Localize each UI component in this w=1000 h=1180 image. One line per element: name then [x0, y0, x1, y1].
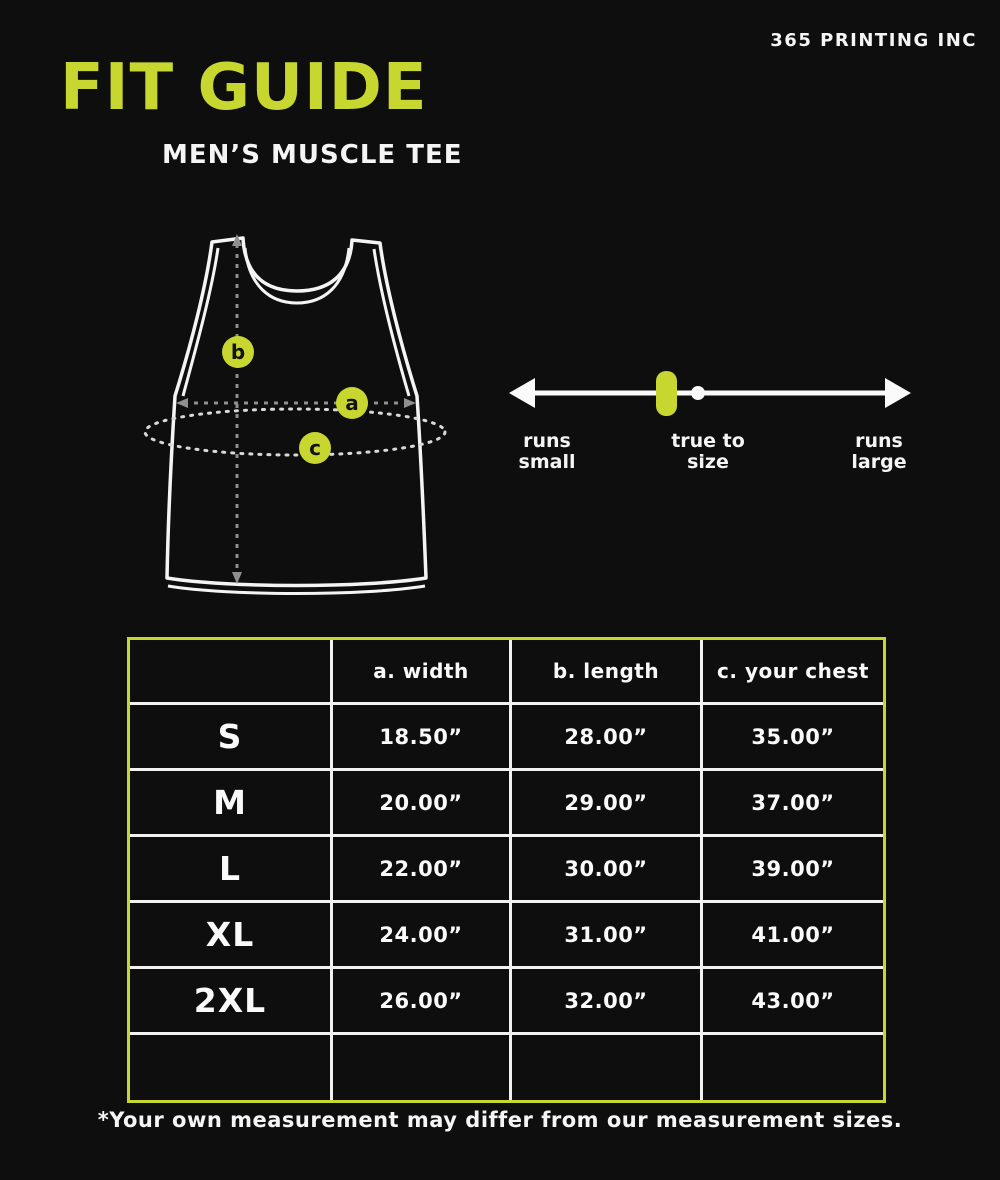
size-label: L: [130, 837, 330, 900]
true-to-size-label: true to size: [671, 430, 745, 473]
runs-small-label: runs small: [518, 430, 576, 473]
chest-value: 35.00”: [703, 705, 883, 768]
shirt-outline: [167, 238, 426, 586]
width-value: 22.00”: [333, 837, 509, 900]
footnote: *Your own measurement may differ from our measurement sizes.: [97, 1108, 903, 1132]
arrow-right-icon: [885, 378, 911, 408]
width-value: 18.50”: [333, 705, 509, 768]
marker-b: [222, 336, 254, 368]
scale-center-dot: [691, 386, 705, 400]
header-cell-width: a. width: [333, 640, 509, 702]
marker-c-letter: c: [309, 436, 321, 460]
arrow-left-icon: [176, 398, 188, 408]
tank-top-diagram: [138, 226, 458, 626]
length-arrow: [232, 234, 242, 584]
width-value: 20.00”: [333, 771, 509, 834]
chest-value: [703, 1035, 883, 1100]
size-label: [130, 1035, 330, 1100]
armhole-seam-left: [183, 248, 218, 396]
size-label: S: [130, 705, 330, 768]
chest-value: 41.00”: [703, 903, 883, 966]
length-value: 29.00”: [512, 771, 700, 834]
arrow-right-icon: [404, 398, 416, 408]
header-cell-size: [130, 640, 330, 702]
chest-value: 37.00”: [703, 771, 883, 834]
marker-b-letter: b: [230, 340, 246, 364]
header-cell-chest: c. your chest: [703, 640, 883, 702]
header-cell-length: b. length: [512, 640, 700, 702]
size-label: XL: [130, 903, 330, 966]
arrow-left-icon: [509, 378, 535, 408]
marker-a-letter: a: [345, 391, 359, 415]
width-value: 24.00”: [333, 903, 509, 966]
length-value: 30.00”: [512, 837, 700, 900]
collar-seam: [245, 248, 349, 303]
marker-a: [336, 387, 368, 419]
length-value: 28.00”: [512, 705, 700, 768]
armhole-seam-right: [374, 249, 409, 396]
size-label: M: [130, 771, 330, 834]
length-value: 31.00”: [512, 903, 700, 966]
chest-value: 43.00”: [703, 969, 883, 1032]
page-title: FIT GUIDE: [60, 51, 428, 125]
length-value: [512, 1035, 700, 1100]
length-value: 32.00”: [512, 969, 700, 1032]
page-subtitle: MEN’S MUSCLE TEE: [162, 140, 463, 170]
size-label: 2XL: [130, 969, 330, 1032]
width-arrow: [176, 398, 416, 408]
chest-value: 39.00”: [703, 837, 883, 900]
width-value: 26.00”: [333, 969, 509, 1032]
chest-ellipse: [145, 409, 445, 455]
runs-large-label: runs large: [851, 430, 907, 473]
brand-text: 365 PRINTING INC: [770, 30, 977, 51]
width-value: [333, 1035, 509, 1100]
marker-c: [299, 432, 331, 464]
scale-marker: [656, 371, 677, 416]
fit-scale: [505, 355, 915, 480]
size-table: [127, 637, 886, 1103]
arrow-down-icon: [232, 572, 242, 584]
